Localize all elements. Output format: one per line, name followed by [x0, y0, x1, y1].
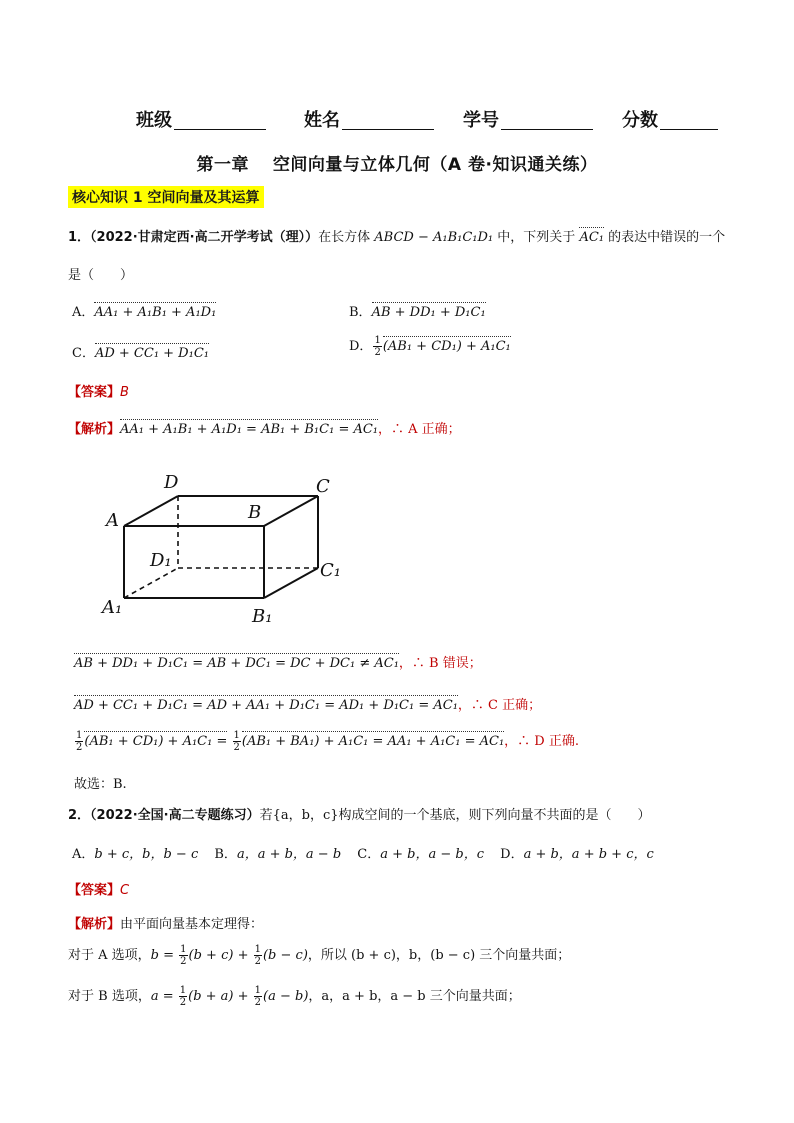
- score-blank: [660, 111, 718, 130]
- q1-sol2-line: [74, 652, 482, 671]
- q2-option-c: C．a + b，a − b，c: [357, 847, 484, 862]
- q1-conclusion: 故选：B.: [74, 777, 127, 792]
- q2-option-a: A．b + c，b，b − c: [72, 847, 199, 862]
- q2-for-b-label: 对于 B 选项，: [68, 989, 151, 1004]
- q1-sol4-tail: ，∴ D 正确.: [504, 734, 579, 749]
- q2-for-a-tail: ，所以 (b + c)，b，(b − c) 三个向量共面；: [307, 948, 571, 963]
- q1-vector: AC₁: [579, 230, 604, 245]
- q2-for-b-lhs: a =: [150, 989, 174, 1004]
- q2-analysis: [68, 913, 263, 932]
- id-label: 学号: [463, 110, 499, 131]
- label-c: C: [316, 476, 330, 497]
- q1-text-a: 在长方体: [318, 230, 371, 245]
- q2-analysis-text: 由平面向量基本定理得：: [120, 917, 264, 932]
- q2-for-a-half-1: $\frac{1}{2}$: [180, 944, 187, 967]
- label-a1: A₁: [102, 597, 123, 618]
- class-label: 班级: [136, 110, 172, 131]
- q1-option-b-label: B．: [349, 305, 372, 320]
- q2-for-b-half-2: $\frac{1}{2}$: [254, 985, 262, 1008]
- edge-bc: [264, 496, 318, 526]
- q2-for-b-mid1: (b + a) +: [188, 989, 249, 1004]
- q1-sol2-tail: ，∴ B 错误；: [398, 656, 482, 671]
- page-title: 第一章 空间向量与立体几何（A 卷·知识通关练）: [196, 155, 598, 175]
- q2-analysis-label: 【解析】: [68, 917, 121, 932]
- q1-option-d: [349, 335, 511, 358]
- q1-analysis: [68, 418, 461, 437]
- label-d: D: [164, 472, 179, 493]
- q2-option-d: D．a + b，a + b + c，c: [500, 847, 654, 862]
- q1-sol2: AB + DD₁ + D₁C₁ = AB + DC₁ = DC + DC₁ ≠ AC₁: [74, 656, 399, 671]
- q2-answer-label: 【答案】: [68, 883, 121, 898]
- q1-option-d-half: $\frac{1}{2}$: [374, 335, 381, 358]
- q2-answer-value: C: [120, 883, 130, 898]
- class-blank: [174, 111, 266, 130]
- q1-sol3-line: [74, 694, 541, 713]
- q2-for-a-half-2: $\frac{1}{2}$: [254, 944, 261, 967]
- q1-source: （2022·甘肃定西·高二开学考试（理））: [90, 230, 319, 245]
- q1-option-d-label: D．: [349, 339, 373, 354]
- q1-analysis-label: 【解析】: [68, 422, 121, 437]
- q1-solid: ABCD − A₁B₁C₁D₁: [374, 230, 494, 245]
- id-field: [463, 106, 593, 132]
- label-d1: D₁: [150, 550, 172, 571]
- section-heading: 核心知识 1 空间向量及其运算: [68, 186, 264, 208]
- q1-option-a: [72, 301, 216, 320]
- name-blank: [342, 111, 434, 130]
- q1-option-b-expr: AB + DD₁ + D₁C₁: [371, 305, 486, 320]
- q1-stem: [68, 226, 725, 245]
- q1-sol3: AD + CC₁ + D₁C₁ = AD + AA₁ + D₁C₁ = AD₁ + D₁C₁ = AC₁: [74, 698, 458, 713]
- score-field: [622, 106, 718, 132]
- q2-for-b-half-1: $\frac{1}{2}$: [179, 985, 187, 1008]
- q2-for-a-lhs: b =: [150, 948, 175, 963]
- q2-answer: [68, 879, 129, 898]
- q2-number: 2．: [68, 808, 91, 823]
- q2-text: 若{a，b，c}构成空间的一个基底，则下列向量不共面的是（ ）: [259, 808, 651, 823]
- q2-options: [72, 843, 654, 862]
- cuboid-figure: [96, 468, 356, 638]
- label-b: B: [248, 502, 262, 523]
- q2-for-a-mid2: (b − c): [262, 948, 308, 963]
- q1-text-c: 的表达中错误的一个: [608, 230, 726, 245]
- q1-option-c-label: C．: [72, 346, 95, 361]
- q1-answer-label: 【答案】: [68, 385, 121, 400]
- q1-option-a-expr: AA₁ + A₁B₁ + A₁D₁: [94, 305, 217, 320]
- q2-for-a-label: 对于 A 选项，: [68, 948, 151, 963]
- edge-a1d1-hidden: [124, 568, 178, 598]
- q1-text-b: 中，下列关于: [497, 230, 576, 245]
- q1-sol1: AA₁ + A₁B₁ + A₁D₁ = AB₁ + B₁C₁ = AC₁: [120, 422, 379, 437]
- q2-stem: [68, 804, 651, 823]
- edge-ad: [124, 496, 178, 526]
- edge-b1c1: [264, 568, 318, 598]
- q1-sol4-b: (AB₁ + BA₁) + A₁C₁ = AA₁ + A₁C₁ = AC₁: [241, 734, 505, 749]
- q1-option-d-expr: (AB₁ + CD₁) + A₁C₁: [382, 339, 511, 354]
- q2-for-b-tail: ，a，a + b，a − b 三个向量共面；: [308, 989, 521, 1004]
- q1-sol4-a: (AB₁ + CD₁) + A₁C₁ =: [84, 734, 228, 749]
- q2-option-b: B．a，a + b，a − b: [214, 847, 342, 862]
- q1-sol4-half-a: $\frac{1}{2}$: [76, 730, 83, 753]
- q1-option-a-label: A．: [72, 305, 95, 320]
- q1-stem-cont: 是（ ）: [68, 268, 134, 283]
- score-label: 分数: [622, 110, 658, 131]
- label-b1: B₁: [252, 606, 273, 627]
- q2-source: （2022·全国·高二专题练习）: [90, 808, 260, 823]
- q2-for-b: [68, 985, 521, 1008]
- q1-number: 1．: [68, 230, 91, 245]
- name-field: [304, 106, 434, 132]
- name-label: 姓名: [304, 110, 340, 131]
- q2-for-a: [68, 944, 570, 967]
- q1-sol4-line: [74, 730, 579, 753]
- id-blank: [501, 111, 593, 130]
- q1-sol1-tail: ，∴ A 正确；: [378, 422, 461, 437]
- q1-option-c-expr: AD + CC₁ + D₁C₁: [94, 346, 209, 361]
- q2-for-a-mid1: (b + c) +: [188, 948, 249, 963]
- q1-option-b: [349, 301, 486, 320]
- q1-answer: [68, 381, 129, 400]
- label-a: A: [106, 510, 119, 531]
- class-field: [136, 106, 266, 132]
- q1-answer-value: B: [120, 385, 129, 400]
- q2-for-b-mid2: (a − b): [263, 989, 309, 1004]
- q1-sol4-half-b: $\frac{1}{2}$: [233, 730, 240, 753]
- q1-sol3-tail: ，∴ C 正确；: [457, 698, 542, 713]
- label-c1: C₁: [320, 560, 341, 581]
- q1-option-c: [72, 342, 209, 361]
